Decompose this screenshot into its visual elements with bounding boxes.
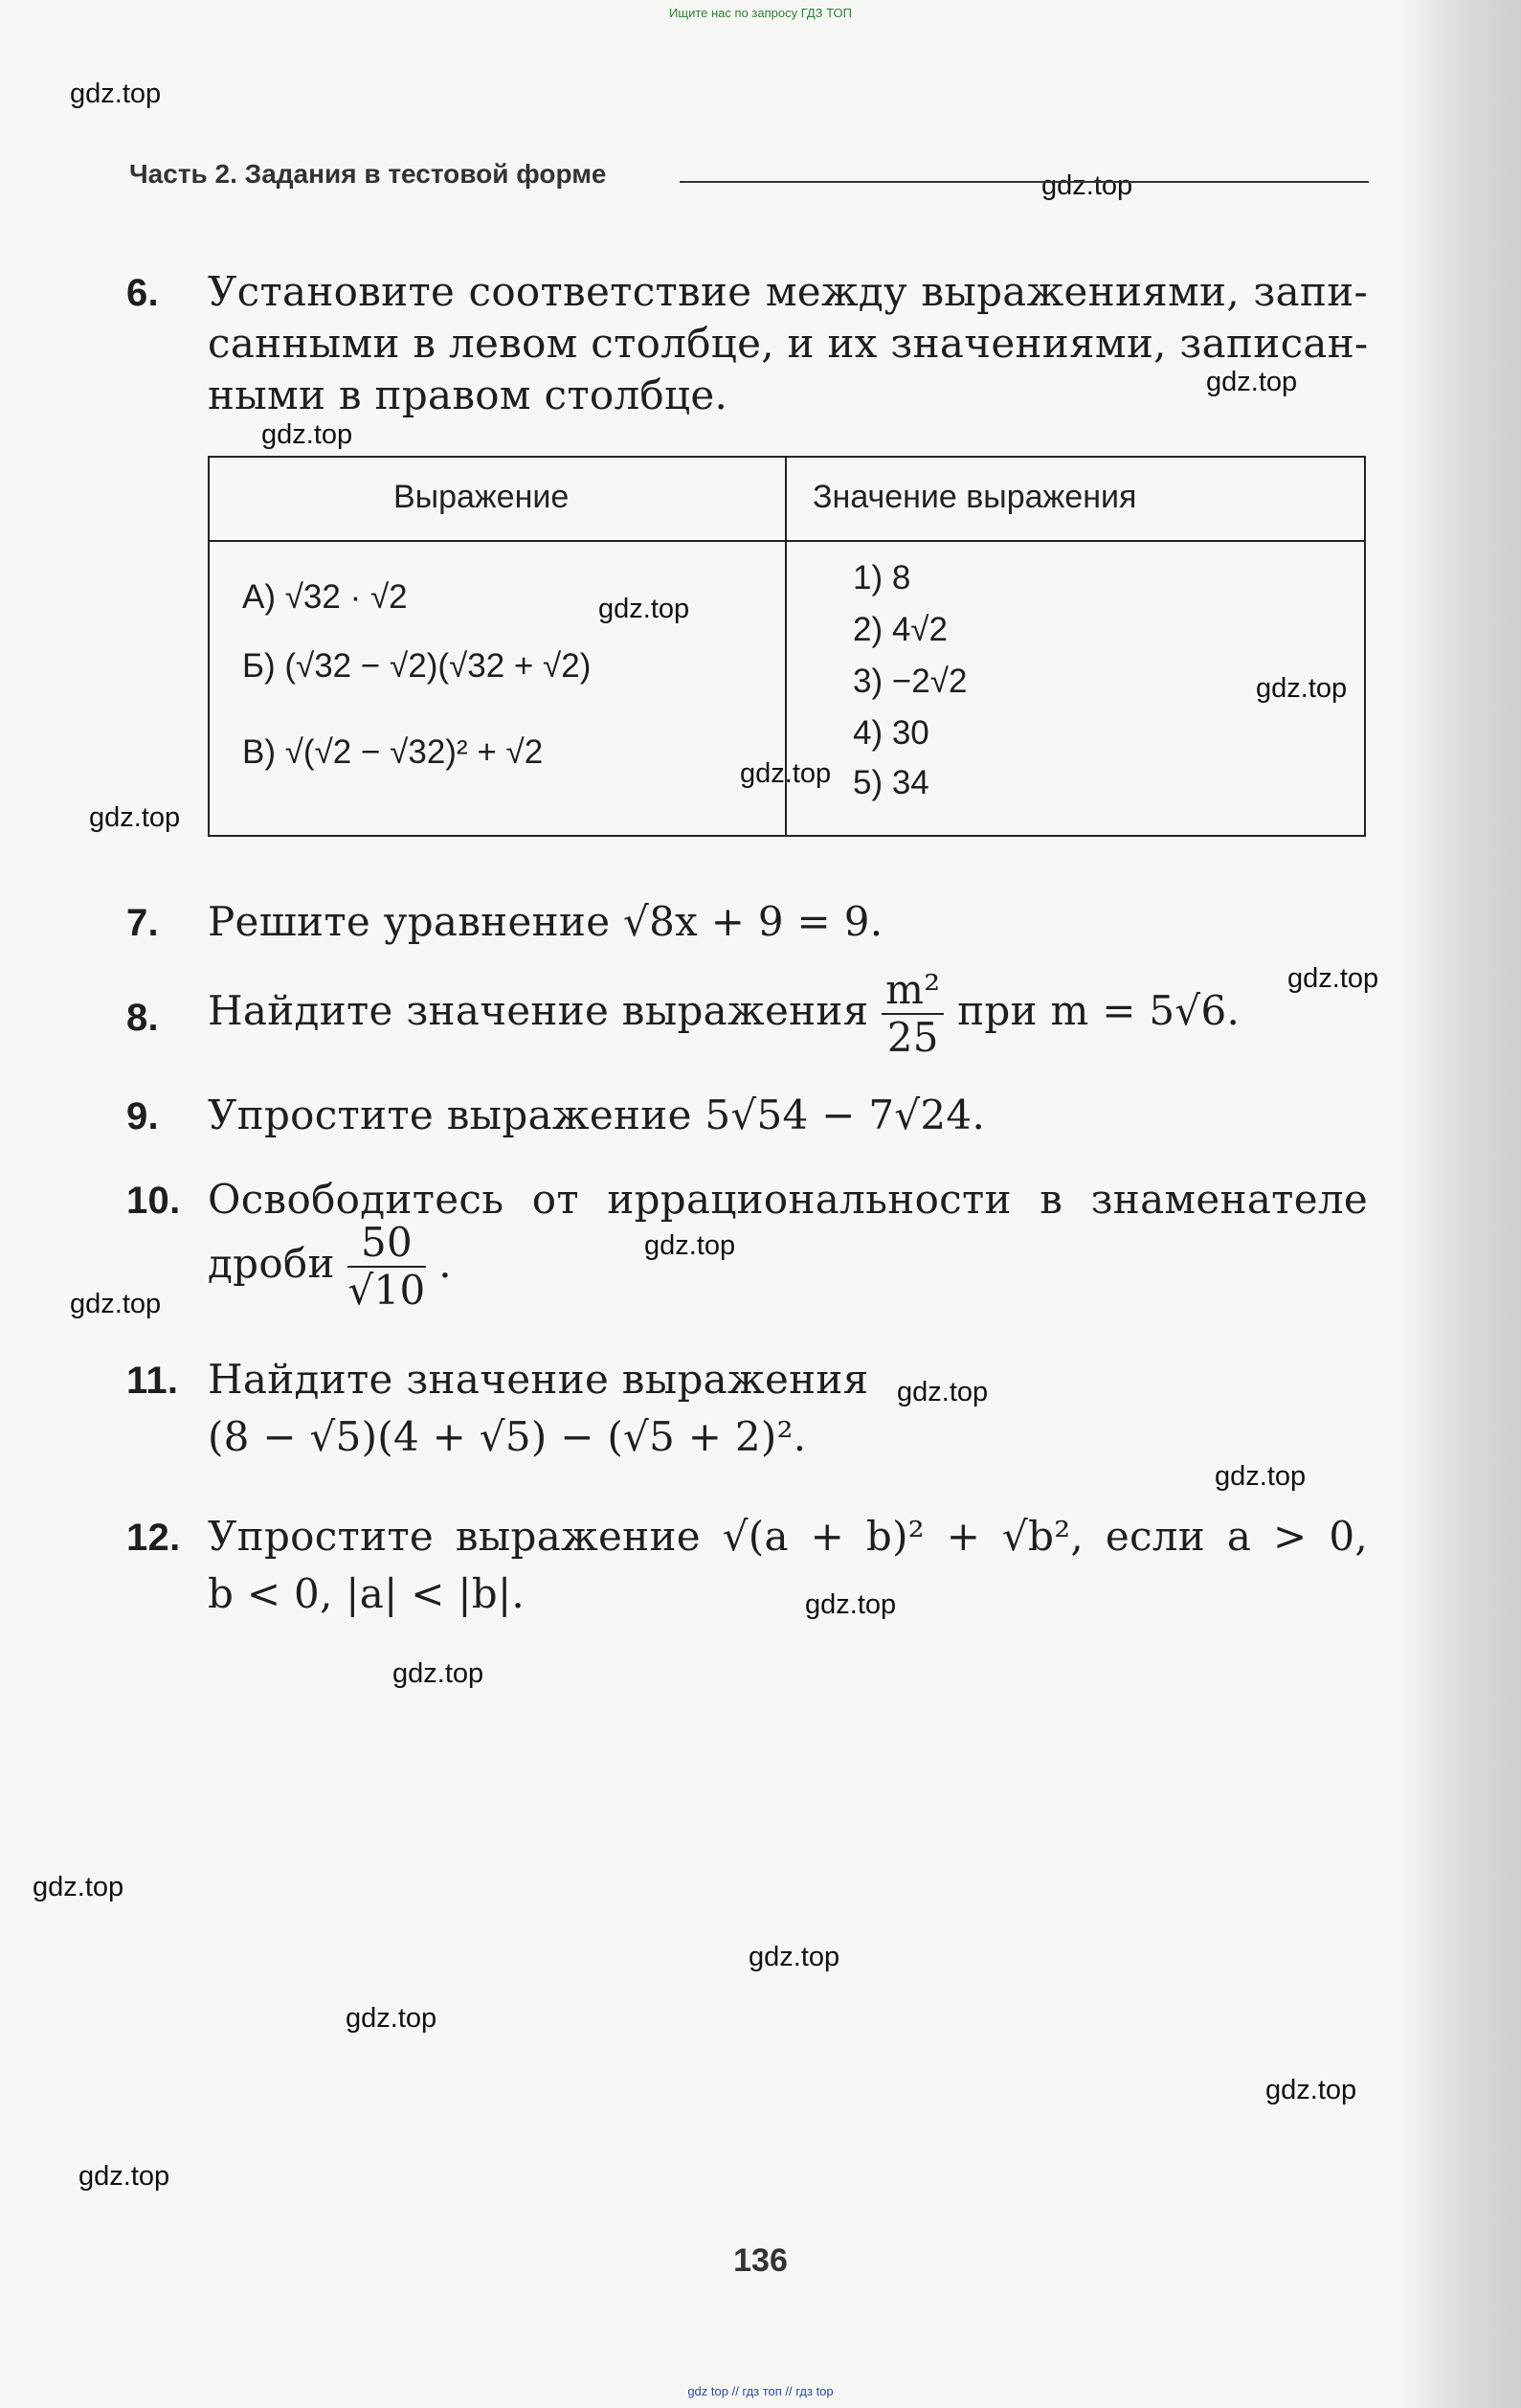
task-6-body: [208, 266, 1368, 421]
table-right-item: 5) 34: [853, 764, 929, 801]
task-11-line: (8 − √5)(4 + √5) − (√5 + 2)².: [208, 1413, 807, 1460]
watermark: gdz.top: [261, 419, 353, 450]
watermark: gdz.top: [1206, 367, 1298, 397]
fraction-numerator: m²: [882, 967, 944, 1015]
task-9: [126, 1090, 986, 1142]
task-11: [126, 1354, 869, 1460]
watermark: gdz.top: [598, 594, 690, 624]
bottom-banner[interactable]: gdz top // гдз топ // гдз top: [687, 2384, 834, 2398]
task-number: 10.: [126, 1180, 181, 1222]
top-banner[interactable]: Ищите нас по запросу ГДЗ ТОП: [669, 6, 852, 20]
watermark: gdz.top: [346, 2003, 437, 2034]
fraction-denominator: 25: [886, 1014, 939, 1061]
watermark: gdz.top: [392, 1658, 484, 1689]
fraction: [347, 1220, 425, 1314]
task-8-body: [208, 967, 1240, 1061]
watermark: gdz.top: [70, 79, 162, 109]
task-number: 6.: [126, 272, 159, 314]
task-10-text: .: [438, 1240, 452, 1287]
watermark: gdz.top: [644, 1230, 736, 1261]
table-left-item: А) √32 · √2: [242, 578, 408, 616]
watermark: gdz.top: [1265, 2075, 1357, 2105]
task-number: 12.: [126, 1517, 181, 1559]
task-12-line: Упростите выражение √(a + b)² + √b², если a > 0,: [208, 1513, 1368, 1560]
watermark: gdz.top: [70, 1289, 162, 1319]
watermark: gdz.top: [897, 1377, 989, 1407]
table-header-left: Выражение: [393, 479, 570, 515]
task-6-line: санными в левом столбце, и их значениями, записан-: [208, 320, 1369, 367]
task-11-line: Найдите значение выражения: [208, 1356, 869, 1403]
fraction-denominator: √10: [347, 1267, 426, 1314]
task-9-text: Упростите выражение 5√54 − 7√24.: [208, 1091, 986, 1138]
task-6-line: Установите соответствие между выражениями, запи-: [208, 268, 1368, 315]
task-6-line: ными в правом столбце.: [208, 371, 728, 418]
task-10: [126, 1174, 1371, 1327]
page-edge-shadow: [1397, 0, 1521, 2408]
task-number: 11.: [126, 1360, 179, 1402]
task-8-text: Найдите значение выражения: [208, 987, 869, 1034]
task-10-text: дроби: [208, 1240, 335, 1287]
table-right-item: 1) 8: [853, 559, 911, 596]
task-8-text: при m = 5√6.: [957, 987, 1241, 1034]
section-rule: [680, 181, 1369, 183]
watermark: gdz.top: [1256, 673, 1348, 704]
page-number: 136: [733, 2242, 788, 2279]
watermark: gdz.top: [1041, 170, 1133, 201]
task-7: [126, 896, 884, 949]
watermark: gdz.top: [1287, 963, 1379, 994]
task-10-line: Освободитесь от иррациональности в знаменателе: [208, 1176, 1368, 1223]
task-12-line: b < 0, |a| < |b|.: [208, 1570, 526, 1617]
fraction: [882, 967, 944, 1061]
fraction-numerator: 50: [347, 1220, 425, 1268]
task-number: 9.: [126, 1095, 159, 1137]
task-number: 7.: [126, 902, 159, 944]
table-header-right: Значение выражения: [813, 479, 1137, 515]
matching-table: [208, 456, 1366, 837]
table-right-item: 3) −2√2: [853, 663, 968, 700]
table-divider: [210, 540, 1364, 542]
task-10-line2: [208, 1220, 1368, 1314]
watermark: gdz.top: [33, 1872, 124, 1902]
table-left-item: В) √(√2 − √32)² + √2: [242, 733, 544, 771]
table-left-item: Б) (√32 − √2)(√32 + √2): [242, 647, 592, 685]
table-right-item: 2) 4√2: [853, 611, 948, 648]
task-number: 8.: [126, 997, 159, 1039]
watermark: gdz.top: [805, 1589, 897, 1620]
task-11-body: [208, 1354, 868, 1463]
task-7-text: Решите уравнение √8x + 9 = 9.: [208, 898, 884, 945]
section-title: Часть 2. Задания в тестовой форме: [129, 159, 607, 189]
watermark: gdz.top: [78, 2161, 170, 2192]
table-divider: [785, 458, 787, 835]
task-12-body: [208, 1511, 1368, 1620]
task-10-body: [208, 1174, 1368, 1314]
watermark: gdz.top: [749, 1942, 840, 1972]
watermark: gdz.top: [1215, 1461, 1307, 1492]
table-right-item: 4) 30: [853, 714, 929, 752]
watermark: gdz.top: [89, 802, 181, 833]
watermark: gdz.top: [740, 758, 832, 789]
